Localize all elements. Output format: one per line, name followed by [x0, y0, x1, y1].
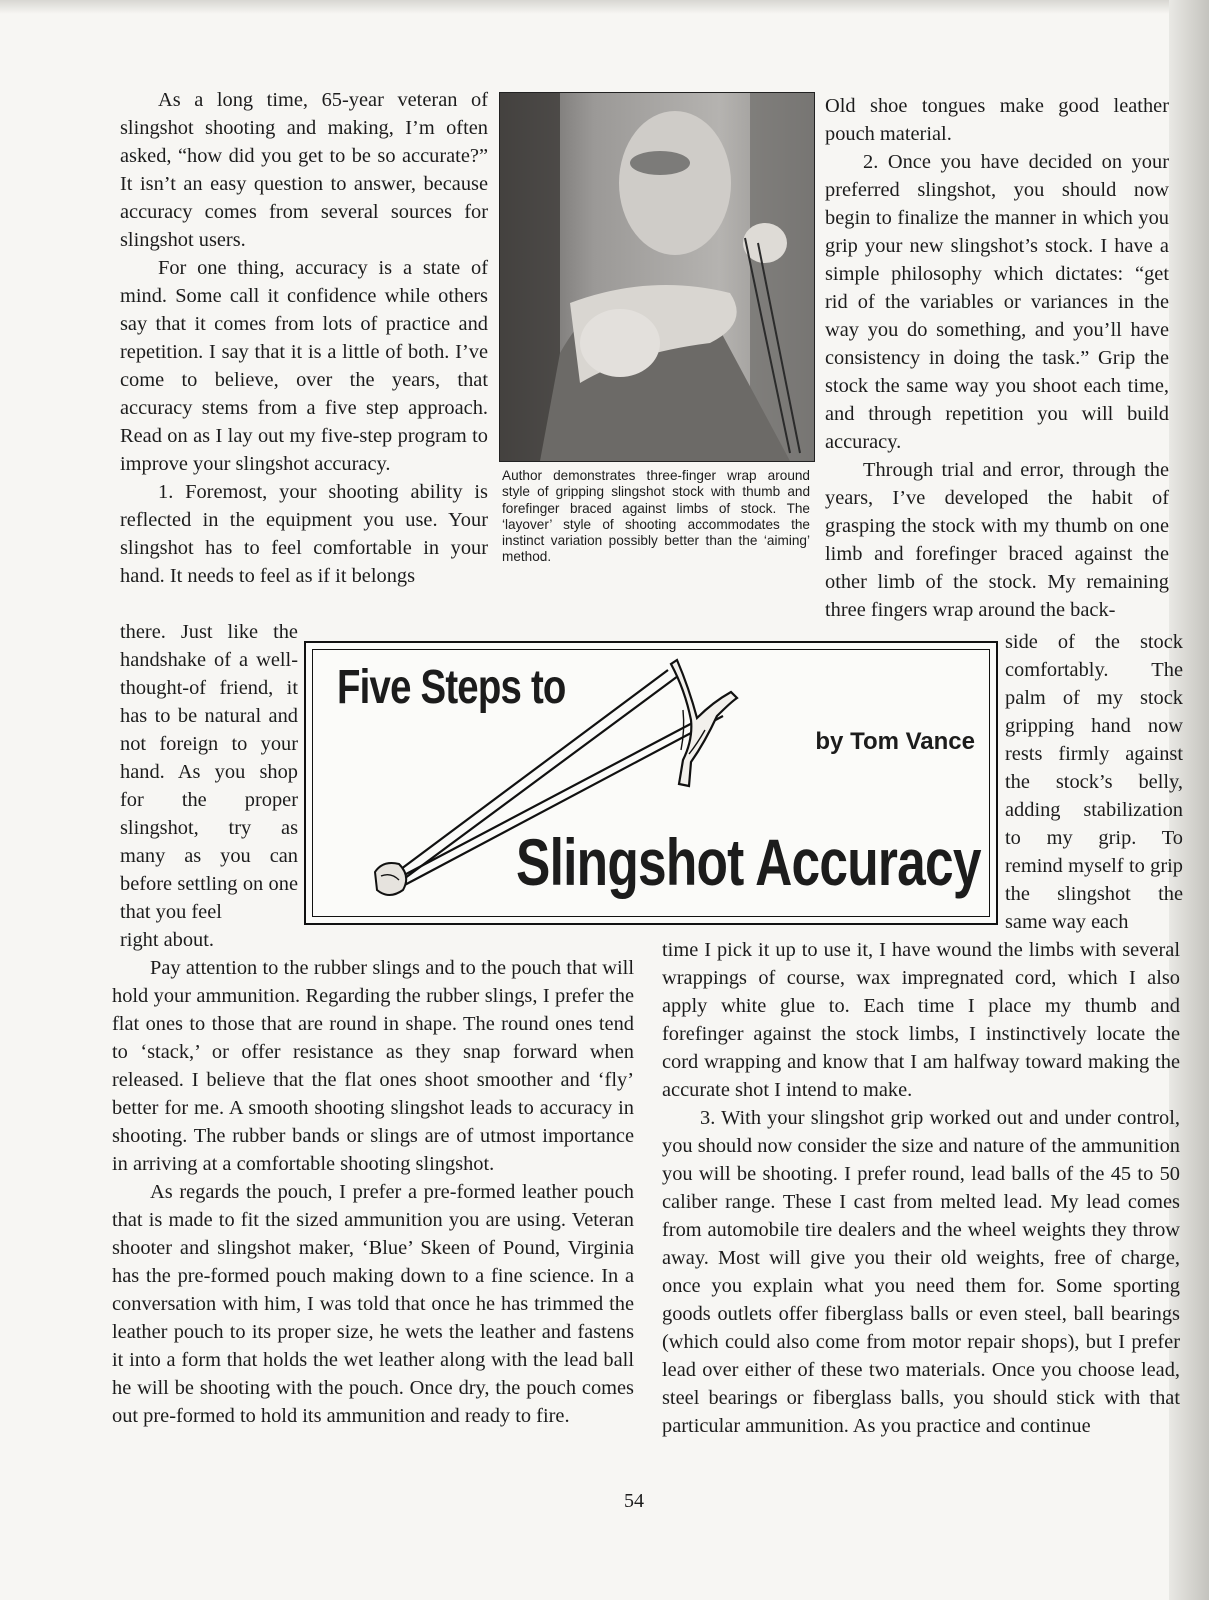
column-3-narrow — [1005, 628, 1183, 936]
paragraph: there. Just like the handshake of a well-thought-of friend, it has to be natural and not foreign to your hand. As you shop for the proper slingshot, try as many as you can before settling on one that you feel — [120, 621, 298, 923]
paragraph: time I pick it up to use it, I have wound the limbs with several wrappings of course, wax impregnated cord, which I also apply white glue to. Each time I place my thumb and forefinger against the stock limbs, I instinctively locate the cord wrapping and know that I am halfway toward making the accurate shot I intend to make. — [662, 939, 1180, 1101]
paragraph: right about. — [120, 929, 215, 951]
page-top-edge — [0, 0, 1209, 14]
paragraph: As regards the pouch, I prefer a pre-formed leather pouch that is made to fit the sized ammunition you are using. Veteran shooter and slingshot maker, ‘Blue’ Skeen of Pound, Virginia has the pre-formed pouch making down to a fine science. In a conversation with him, I was told that once he has trimmed the leather pouch to its proper size, he wets the leather and fastens it into a form that holds the wet leather along with the lead ball he will be shooting with the pouch. Once dry, the pouch comes out pre-formed to hold its ammunition and ready to fire. — [112, 1181, 634, 1427]
paragraph: 2. Once you have decided on your preferred slingshot, you should now begin to finalize the manner in which you grip your new slingshot’s stock. I have a simple philosophy which dictates: “get rid of the variables or variances in the way you do something, and you’ll have consistency in doing the task.” Grip the stock the same way you shoot each time, and through repetition you will build accuracy. — [825, 151, 1169, 453]
article-byline: by Tom Vance — [815, 728, 975, 755]
page-number: 54 — [624, 1490, 644, 1512]
paragraph: Pay attention to the rubber slings and to the pouch that will hold your ammunition. Regarding the rubber slings, I prefer the flat ones to those that are round in shape. The round ones tend to ‘stack,’ or offer resistance as they snap forward when released. I believe that the flat ones shoot smoother and ‘fly’ better for me. A smooth shooting slingshot leads to accuracy in shooting. The rubber bands or slings are of utmost importance in arriving at a comfortable shooting slingshot. — [112, 957, 634, 1175]
column-3-top — [825, 92, 1169, 624]
author-photo — [499, 92, 815, 462]
photo-caption: Author demonstrates three-finger wrap around style of gripping slingshot stock with thumb and forefinger braced against limbs of stock. The ‘layover’ style of shooting accommodates the instinct variation possibly better than the ‘aiming’ method. — [502, 468, 810, 565]
article-title-box — [304, 641, 998, 925]
paragraph: For one thing, accuracy is a state of mind. Some call it confidence while others say that it comes from lots of practice and repetition. I say that it is a little of both. I’ve come to believe, over the years, that accuracy stems from a five step approach. Read on as I lay out my five-step program to improve your slingshot accuracy. — [120, 257, 488, 475]
title-box-inner-border — [312, 649, 990, 917]
article-title-line-2: Slingshot Accuracy — [516, 825, 981, 899]
column-1-narrow — [120, 618, 298, 926]
column-1-narrow-end — [120, 926, 320, 954]
paragraph: Through trial and error, through the years, I’ve developed the habit of grasping the stock with my thumb on one limb and forefinger braced against the other limb of the stock. My remaining three fingers wrap around the back- — [825, 459, 1169, 621]
paragraph: side of the stock comfortably. The palm of my stock gripping hand now rests firmly against the stock’s belly, adding stabilization to my grip. To remind myself to grip the slingshot the same way each — [1005, 631, 1183, 933]
column-1-bottom — [112, 954, 634, 1430]
paragraph: Old shoe tongues make good leather pouch material. — [825, 95, 1169, 145]
author-photo-image — [500, 93, 814, 461]
column-1-top — [120, 86, 488, 590]
column-2-bottom — [662, 936, 1180, 1440]
paragraph: 1. Foremost, your shooting ability is reflected in the equipment you use. Your slingshot has to feel comfortable in your hand. It needs to feel as if it belongs — [120, 481, 488, 587]
article-title-line-1: Five Steps to — [337, 661, 566, 714]
paragraph: As a long time, 65-year veteran of slingshot shooting and making, I’m often asked, “how did you get to be so accurate?” It isn’t an easy question to answer, because accuracy comes from several sources for slingshot users. — [120, 89, 488, 251]
paragraph: 3. With your slingshot grip worked out and under control, you should now consider the size and nature of the ammunition you will be shooting. I prefer round, lead balls of the 45 to 50 caliber range. These I cast from melted lead. My lead comes from automobile tire dealers and the wheel weights they throw away. Most will give you their old weights, free of charge, once you explain what you need them for. Some sporting goods outlets offer fiberglass balls or even steel, ball bearings (which could also come from motor repair shops), but I prefer lead over either of these two materials. Once you choose lead, steel bearings or fiberglass balls, you should stick with that particular ammunition. As you practice and continue — [662, 1107, 1180, 1437]
